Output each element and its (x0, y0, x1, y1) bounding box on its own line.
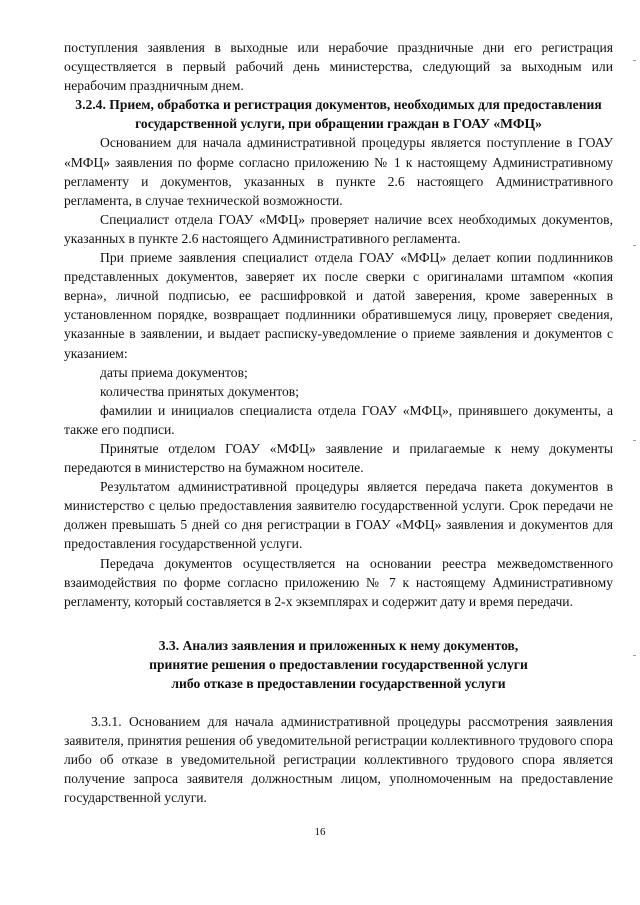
paragraph-3-3-1: 3.3.1. Основанием для начала административной процедуры рассмотрения заявления заявителя, принятия решения об уведомительной регистрации коллективного трудового спора либо об отказе в уведомительной регистрации коллективного трудового спора является получение запроса заявителя должностным лицом, уполномоченным на предоставление государственной услуги. (64, 714, 613, 806)
paragraph: Передача документов осуществляется на основании реестра межведомственного взаимодействия по форме согласно приложению № 7 к настоящему Административному регламенту, который составляется в 2-х экземплярах и содержит дату и время передачи. (64, 555, 613, 609)
scan-margin-mark (633, 440, 636, 441)
paragraph: Специалист отдела ГОАУ «МФЦ» проверяет наличие всех необходимых документов, указанных в пункте 2.6 настоящего Административного регламента. (64, 211, 613, 246)
scan-margin-mark (633, 60, 636, 61)
intro-paragraph: поступления заявления в выходные или нерабочие праздничные дни его регистрация осуществляется в первый рабочий день министерства, следующий за выходным или нерабочим праздничным днем. (64, 40, 613, 94)
list-item: даты приема документов; (100, 364, 248, 380)
scan-margin-mark (633, 655, 636, 656)
paragraph: При приеме заявления специалист отдела ГОАУ «МФЦ» делает копии подлинников представленных документов, заверяет их после сверки с оригиналами штампом «копия верна», личной подписью, ее расшифровкой и датой заверения, кроме заверенных в установленном порядке, возвращает подлинники обратившемуся лицу, проверяет сведения, указанные в заявлении, и выдает расписку-уведомление о приеме заявления и документов с указанием: (64, 250, 613, 361)
document-page (64, 38, 613, 808)
section-3-3-heading (64, 636, 613, 693)
page-number: 16 (314, 826, 326, 838)
paragraph: Результатом административной процедуры является передача пакета документов в министерство с целью предоставления заявителю государственной услуги. Срок передачи не должен превышать 5 дней со дня регистрации в ГОАУ «МФЦ» заявления и документов для предоставления государственной услуги. (64, 479, 613, 552)
heading-line: либо отказе в предоставлении государственной услуги (171, 676, 506, 691)
scan-margin-mark (633, 245, 636, 246)
paragraph: Принятые отделом ГОАУ «МФЦ» заявление и прилагаемые к нему документы передаются в министерство на бумажном носителе. (64, 440, 613, 476)
heading-line: принятие решения о предоставлении государственной услуги (149, 656, 528, 672)
paragraph: Основанием для начала административной процедуры является поступление в ГОАУ «МФЦ» заявления по форме согласно приложению № 1 к настоящему Административному регламенту и документов, указанных в пункте 2.6 настоящего Административного регламента, в случае технической возможности. (64, 135, 613, 208)
heading-line: 3.3. Анализ заявления и приложенных к нему документов, (158, 637, 519, 653)
section-3-2-4-heading: 3.2.4. Прием, обработка и регистрация документов, необходимых для предоставления государственной услуги, при обращении граждан в ГОАУ «МФЦ» (75, 97, 602, 132)
list-item: фамилии и инициалов специалиста отдела ГОАУ «МФЦ», принявшего документы, а также его подписи. (64, 402, 613, 437)
list-item: количества принятых документов; (100, 383, 299, 399)
